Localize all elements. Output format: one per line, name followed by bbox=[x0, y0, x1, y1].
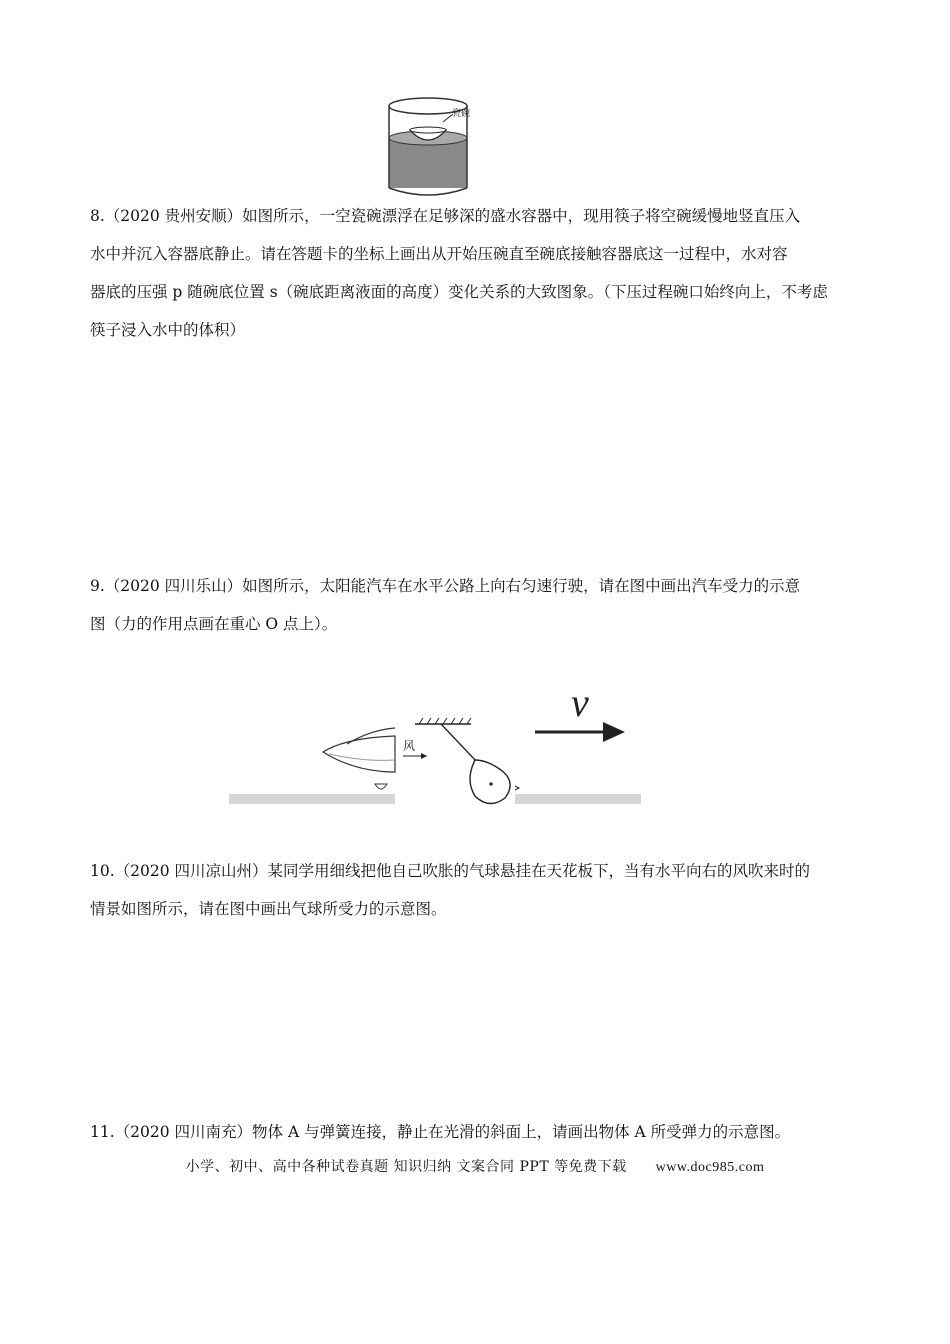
question-10-line-2: 情景如图所示，请在图中画出气球所受力的示意图。 bbox=[90, 900, 447, 918]
question-9-line-1: 9.（2020 四川乐山）如图所示，太阳能汽车在水平公路上向右匀速行驶，请在图中画出汽车受力的示意 bbox=[90, 577, 801, 595]
figure-row bbox=[225, 680, 645, 810]
wind-label: 风 bbox=[403, 739, 416, 753]
question-10-line-1: 10.（2020 四川凉山州）某同学用细线把他自己吹胀的气球悬挂在天花板下，当有水平向右的风吹来时的 bbox=[90, 862, 811, 880]
balloon-string bbox=[441, 724, 477, 762]
question-9-line-2: 图（力的作用点画在重心 O 点上）。 bbox=[90, 615, 338, 633]
road-left bbox=[229, 794, 395, 804]
bowl-rim bbox=[410, 127, 446, 133]
question-8-line-2: 水中并沉入容器底静止。请在答题卡的坐标上画出从开始压碗直至碗底接触容器底这一过程中，水对容 bbox=[90, 245, 788, 263]
question-11-line-1: 11.（2020 四川南充）物体 A 与弹簧连接，静止在光滑的斜面上，请画出物体 A 所受弹力的示意图。 bbox=[90, 1123, 791, 1141]
ceiling bbox=[415, 718, 471, 724]
velocity-label: v bbox=[571, 680, 589, 725]
question-8-line-4: 筷子浸入水中的体积） bbox=[90, 321, 246, 339]
question-9 bbox=[90, 567, 865, 643]
road-right bbox=[515, 794, 641, 804]
question-8-line-1: 8.（2020 贵州安顺）如图所示，一空瓷碗漂浮在足够深的盛水容器中，现用筷子将空碗缓慢地竖直压入 bbox=[90, 207, 801, 225]
question-8-line-3: 器底的压强 p 随碗底位置 s（碗底距离液面的高度）变化关系的大致图象。（下压过程碗口始终向上，不考虑 bbox=[90, 283, 828, 301]
velocity-arrow-icon bbox=[603, 722, 625, 742]
question-8 bbox=[90, 197, 865, 349]
bowl-container-figure bbox=[383, 92, 473, 198]
page-footer bbox=[0, 1156, 950, 1176]
wind-arrow-icon bbox=[421, 753, 427, 759]
container-bottom bbox=[389, 188, 467, 195]
car-wheel bbox=[375, 784, 387, 789]
balloon-center-dot bbox=[489, 782, 492, 785]
question-11 bbox=[90, 1113, 865, 1151]
solar-car bbox=[323, 728, 395, 789]
footer-text: 小学、初中、高中各种试卷真题 知识归纳 文案合同 PPT 等免费下载 bbox=[185, 1159, 627, 1175]
car-body bbox=[323, 736, 395, 772]
bowl-label: 瓷碗 bbox=[452, 109, 471, 119]
question-10 bbox=[90, 852, 865, 928]
balloon-knot bbox=[515, 786, 519, 790]
balloon-body bbox=[470, 760, 510, 804]
balloon bbox=[470, 760, 519, 804]
footer-site-link[interactable]: www.doc985.com bbox=[655, 1160, 765, 1175]
